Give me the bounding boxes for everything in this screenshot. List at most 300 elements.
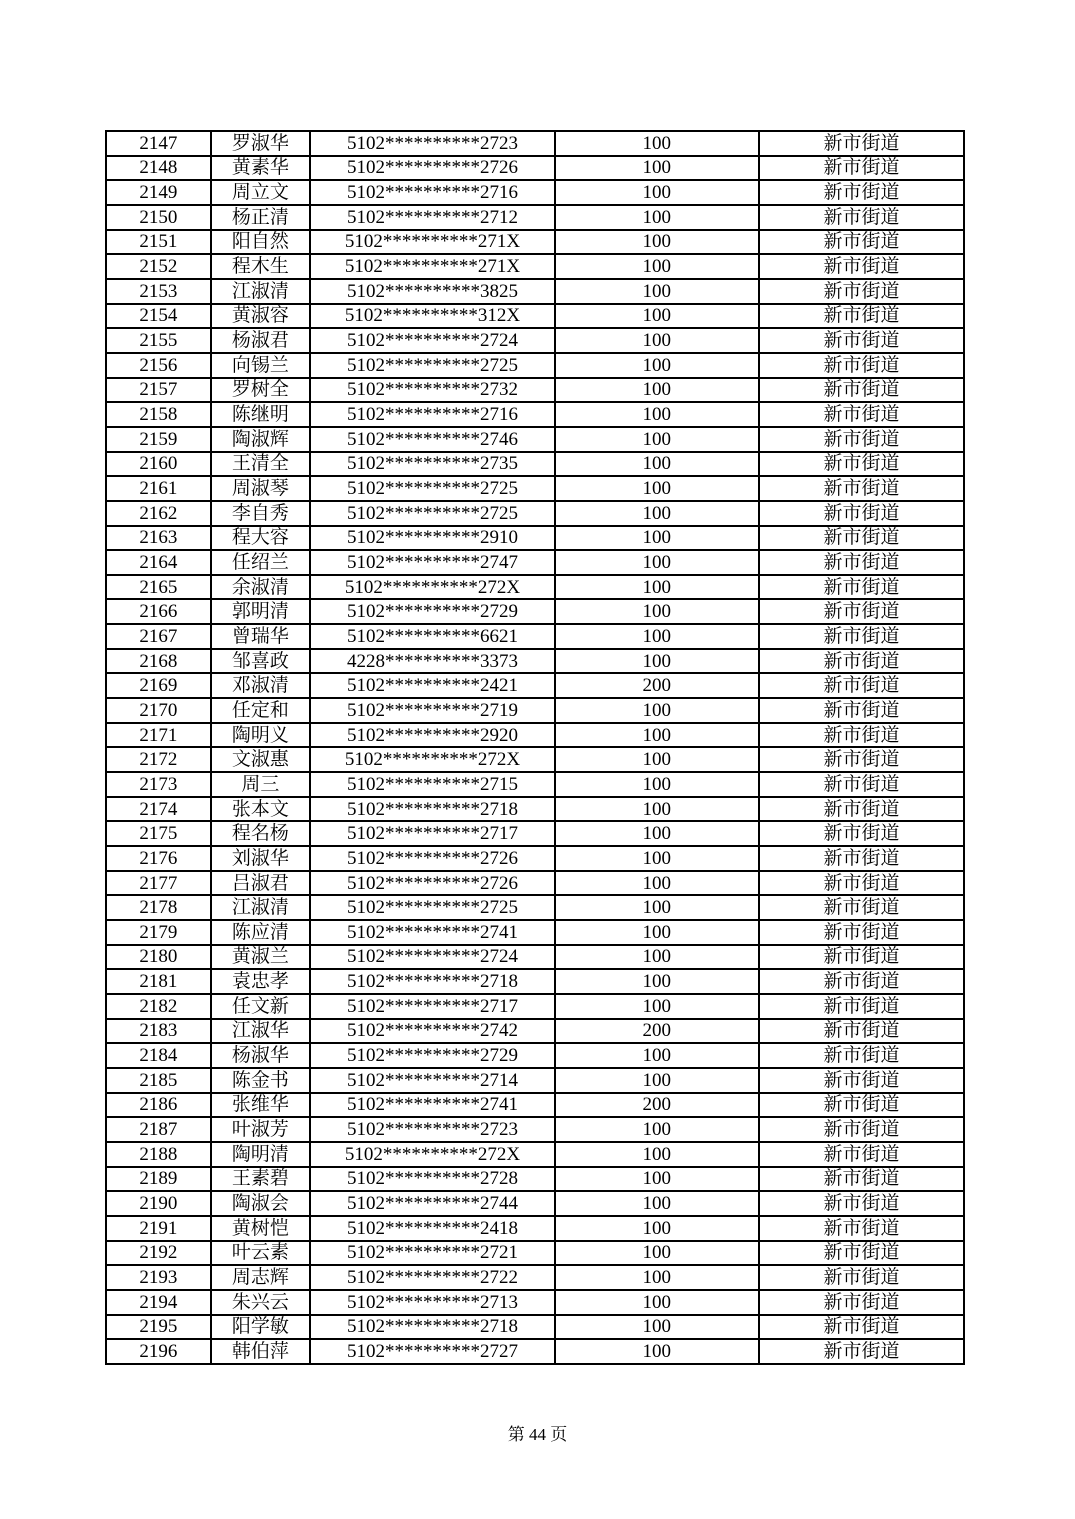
cell-name: 周立文 xyxy=(211,180,311,205)
cell-amount: 100 xyxy=(555,1068,759,1093)
cell-amount: 100 xyxy=(555,180,759,205)
cell-index: 2157 xyxy=(106,378,211,403)
cell-name: 刘淑华 xyxy=(211,846,311,871)
table-row xyxy=(106,1339,964,1364)
cell-district: 新市街道 xyxy=(759,821,964,846)
cell-amount: 200 xyxy=(555,1019,759,1044)
cell-name: 向锡兰 xyxy=(211,353,311,378)
cell-index: 2189 xyxy=(106,1167,211,1192)
cell-id-number: 5102**********2716 xyxy=(310,180,555,205)
cell-amount: 100 xyxy=(555,797,759,822)
cell-id-number: 5102**********2719 xyxy=(310,698,555,723)
cell-district: 新市街道 xyxy=(759,1142,964,1167)
table-row xyxy=(106,131,964,156)
cell-amount: 100 xyxy=(555,1265,759,1290)
cell-id-number: 5102**********2723 xyxy=(310,1117,555,1142)
cell-district: 新市街道 xyxy=(759,673,964,698)
cell-index: 2194 xyxy=(106,1290,211,1315)
cell-name: 江淑清 xyxy=(211,895,311,920)
cell-amount: 100 xyxy=(555,328,759,353)
cell-id-number: 5102**********2717 xyxy=(310,994,555,1019)
cell-name: 文淑惠 xyxy=(211,747,311,772)
cell-district: 新市街道 xyxy=(759,279,964,304)
cell-name: 黄淑兰 xyxy=(211,945,311,970)
cell-name: 陶淑辉 xyxy=(211,427,311,452)
cell-name: 任文新 xyxy=(211,994,311,1019)
table-row xyxy=(106,599,964,624)
cell-name: 任绍兰 xyxy=(211,550,311,575)
cell-district: 新市街道 xyxy=(759,969,964,994)
cell-name: 袁忠孝 xyxy=(211,969,311,994)
table-row xyxy=(106,1167,964,1192)
cell-index: 2165 xyxy=(106,575,211,600)
table-row xyxy=(106,550,964,575)
cell-name: 王素碧 xyxy=(211,1167,311,1192)
cell-district: 新市街道 xyxy=(759,1093,964,1118)
cell-id-number: 5102**********2724 xyxy=(310,945,555,970)
cell-district: 新市街道 xyxy=(759,427,964,452)
cell-district: 新市街道 xyxy=(759,205,964,230)
table-row xyxy=(106,1093,964,1118)
cell-amount: 100 xyxy=(555,378,759,403)
cell-name: 叶淑芳 xyxy=(211,1117,311,1142)
cell-id-number: 5102**********2421 xyxy=(310,673,555,698)
cell-amount: 100 xyxy=(555,969,759,994)
table-row xyxy=(106,673,964,698)
cell-index: 2174 xyxy=(106,797,211,822)
cell-name: 陶明清 xyxy=(211,1142,311,1167)
cell-amount: 100 xyxy=(555,1290,759,1315)
cell-index: 2192 xyxy=(106,1241,211,1266)
table-row xyxy=(106,969,964,994)
cell-amount: 100 xyxy=(555,1117,759,1142)
cell-district: 新市街道 xyxy=(759,1019,964,1044)
cell-amount: 100 xyxy=(555,821,759,846)
cell-id-number: 5102**********2727 xyxy=(310,1339,555,1364)
cell-index: 2156 xyxy=(106,353,211,378)
cell-id-number: 5102**********2724 xyxy=(310,328,555,353)
cell-district: 新市街道 xyxy=(759,452,964,477)
cell-district: 新市街道 xyxy=(759,1043,964,1068)
cell-id-number: 5102**********2718 xyxy=(310,969,555,994)
cell-id-number: 5102**********2910 xyxy=(310,526,555,551)
cell-name: 陶明义 xyxy=(211,723,311,748)
cell-index: 2178 xyxy=(106,895,211,920)
cell-district: 新市街道 xyxy=(759,772,964,797)
table-row xyxy=(106,1290,964,1315)
table-row xyxy=(106,624,964,649)
cell-name: 曾瑞华 xyxy=(211,624,311,649)
table-row xyxy=(106,747,964,772)
cell-name: 陈继明 xyxy=(211,402,311,427)
table-row xyxy=(106,1191,964,1216)
table-row xyxy=(106,994,964,1019)
cell-id-number: 5102**********2726 xyxy=(310,156,555,181)
cell-district: 新市街道 xyxy=(759,624,964,649)
cell-district: 新市街道 xyxy=(759,895,964,920)
cell-id-number: 5102**********2728 xyxy=(310,1167,555,1192)
table-row xyxy=(106,723,964,748)
cell-id-number: 5102**********2735 xyxy=(310,452,555,477)
cell-index: 2155 xyxy=(106,328,211,353)
cell-amount: 200 xyxy=(555,673,759,698)
cell-id-number: 5102**********2741 xyxy=(310,1093,555,1118)
cell-amount: 100 xyxy=(555,1167,759,1192)
cell-id-number: 5102**********271X xyxy=(310,230,555,255)
table-row xyxy=(106,920,964,945)
cell-id-number: 5102**********2712 xyxy=(310,205,555,230)
cell-district: 新市街道 xyxy=(759,575,964,600)
cell-amount: 100 xyxy=(555,846,759,871)
cell-index: 2162 xyxy=(106,501,211,526)
table-row xyxy=(106,1068,964,1093)
cell-amount: 100 xyxy=(555,230,759,255)
cell-amount: 100 xyxy=(555,427,759,452)
cell-amount: 100 xyxy=(555,205,759,230)
cell-id-number: 5102**********2721 xyxy=(310,1241,555,1266)
table-row xyxy=(106,476,964,501)
cell-id-number: 5102**********2717 xyxy=(310,821,555,846)
cell-amount: 100 xyxy=(555,1142,759,1167)
cell-district: 新市街道 xyxy=(759,550,964,575)
cell-district: 新市街道 xyxy=(759,1339,964,1364)
cell-district: 新市街道 xyxy=(759,131,964,156)
table-row xyxy=(106,895,964,920)
cell-district: 新市街道 xyxy=(759,304,964,329)
table-row xyxy=(106,378,964,403)
cell-name: 程大容 xyxy=(211,526,311,551)
cell-district: 新市街道 xyxy=(759,254,964,279)
table-row xyxy=(106,230,964,255)
cell-district: 新市街道 xyxy=(759,723,964,748)
cell-index: 2185 xyxy=(106,1068,211,1093)
cell-district: 新市街道 xyxy=(759,846,964,871)
cell-id-number: 5102**********2713 xyxy=(310,1290,555,1315)
table-row xyxy=(106,1019,964,1044)
cell-id-number: 5102**********2716 xyxy=(310,402,555,427)
table-row xyxy=(106,772,964,797)
cell-amount: 100 xyxy=(555,254,759,279)
table-row xyxy=(106,526,964,551)
cell-name: 陶淑会 xyxy=(211,1191,311,1216)
cell-name: 陈金书 xyxy=(211,1068,311,1093)
cell-amount: 100 xyxy=(555,649,759,674)
cell-index: 2171 xyxy=(106,723,211,748)
cell-name: 周淑琴 xyxy=(211,476,311,501)
cell-name: 张本文 xyxy=(211,797,311,822)
cell-id-number: 5102**********2723 xyxy=(310,131,555,156)
cell-amount: 100 xyxy=(555,304,759,329)
cell-amount: 100 xyxy=(555,131,759,156)
cell-id-number: 5102**********2725 xyxy=(310,353,555,378)
cell-district: 新市街道 xyxy=(759,1241,964,1266)
cell-name: 王清全 xyxy=(211,452,311,477)
cell-amount: 100 xyxy=(555,624,759,649)
table-row xyxy=(106,279,964,304)
cell-name: 黄树恺 xyxy=(211,1216,311,1241)
cell-index: 2172 xyxy=(106,747,211,772)
cell-name: 程名杨 xyxy=(211,821,311,846)
cell-amount: 100 xyxy=(555,723,759,748)
cell-id-number: 5102**********3825 xyxy=(310,279,555,304)
table-row xyxy=(106,821,964,846)
cell-amount: 100 xyxy=(555,402,759,427)
table-row xyxy=(106,1216,964,1241)
cell-district: 新市街道 xyxy=(759,599,964,624)
cell-index: 2177 xyxy=(106,871,211,896)
cell-district: 新市街道 xyxy=(759,1167,964,1192)
cell-id-number: 5102**********2718 xyxy=(310,1315,555,1340)
cell-district: 新市街道 xyxy=(759,1216,964,1241)
cell-id-number: 5102**********2718 xyxy=(310,797,555,822)
cell-index: 2150 xyxy=(106,205,211,230)
cell-id-number: 5102**********2746 xyxy=(310,427,555,452)
cell-district: 新市街道 xyxy=(759,526,964,551)
cell-id-number: 5102**********2726 xyxy=(310,846,555,871)
cell-amount: 100 xyxy=(555,772,759,797)
cell-district: 新市街道 xyxy=(759,698,964,723)
cell-id-number: 5102**********2732 xyxy=(310,378,555,403)
cell-amount: 200 xyxy=(555,1093,759,1118)
cell-index: 2151 xyxy=(106,230,211,255)
cell-amount: 100 xyxy=(555,1216,759,1241)
table-row xyxy=(106,205,964,230)
cell-amount: 100 xyxy=(555,156,759,181)
cell-index: 2160 xyxy=(106,452,211,477)
cell-id-number: 5102**********2742 xyxy=(310,1019,555,1044)
cell-name: 杨正清 xyxy=(211,205,311,230)
table-row xyxy=(106,254,964,279)
cell-district: 新市街道 xyxy=(759,649,964,674)
cell-index: 2170 xyxy=(106,698,211,723)
cell-district: 新市街道 xyxy=(759,328,964,353)
cell-index: 2167 xyxy=(106,624,211,649)
cell-amount: 100 xyxy=(555,895,759,920)
cell-district: 新市街道 xyxy=(759,871,964,896)
cell-index: 2179 xyxy=(106,920,211,945)
cell-district: 新市街道 xyxy=(759,476,964,501)
cell-id-number: 5102**********2726 xyxy=(310,871,555,896)
table-row xyxy=(106,871,964,896)
cell-index: 2153 xyxy=(106,279,211,304)
table-row xyxy=(106,1043,964,1068)
cell-amount: 100 xyxy=(555,945,759,970)
cell-name: 罗树全 xyxy=(211,378,311,403)
cell-amount: 100 xyxy=(555,575,759,600)
cell-id-number: 5102**********2741 xyxy=(310,920,555,945)
cell-index: 2191 xyxy=(106,1216,211,1241)
cell-amount: 100 xyxy=(555,698,759,723)
cell-amount: 100 xyxy=(555,1315,759,1340)
cell-index: 2169 xyxy=(106,673,211,698)
cell-index: 2175 xyxy=(106,821,211,846)
cell-id-number: 5102**********272X xyxy=(310,575,555,600)
cell-index: 2158 xyxy=(106,402,211,427)
beneficiary-table xyxy=(105,130,965,1365)
cell-index: 2173 xyxy=(106,772,211,797)
cell-index: 2176 xyxy=(106,846,211,871)
cell-name: 李自秀 xyxy=(211,501,311,526)
table-row xyxy=(106,649,964,674)
cell-amount: 100 xyxy=(555,1339,759,1364)
cell-district: 新市街道 xyxy=(759,1068,964,1093)
cell-name: 周三 xyxy=(211,772,311,797)
cell-name: 张维华 xyxy=(211,1093,311,1118)
cell-district: 新市街道 xyxy=(759,402,964,427)
cell-id-number: 5102**********2725 xyxy=(310,476,555,501)
cell-id-number: 5102**********272X xyxy=(310,747,555,772)
cell-index: 2196 xyxy=(106,1339,211,1364)
cell-amount: 100 xyxy=(555,1043,759,1068)
cell-id-number: 5102**********2729 xyxy=(310,599,555,624)
cell-index: 2183 xyxy=(106,1019,211,1044)
cell-index: 2152 xyxy=(106,254,211,279)
cell-index: 2182 xyxy=(106,994,211,1019)
table-row xyxy=(106,945,964,970)
cell-index: 2180 xyxy=(106,945,211,970)
cell-name: 韩伯萍 xyxy=(211,1339,311,1364)
cell-name: 江淑华 xyxy=(211,1019,311,1044)
table-row xyxy=(106,427,964,452)
cell-name: 阳学敏 xyxy=(211,1315,311,1340)
cell-name: 罗淑华 xyxy=(211,131,311,156)
cell-id-number: 5102**********2729 xyxy=(310,1043,555,1068)
cell-index: 2195 xyxy=(106,1315,211,1340)
cell-id-number: 5102**********2715 xyxy=(310,772,555,797)
cell-name: 朱兴云 xyxy=(211,1290,311,1315)
cell-district: 新市街道 xyxy=(759,994,964,1019)
cell-index: 2159 xyxy=(106,427,211,452)
cell-name: 郭明清 xyxy=(211,599,311,624)
table-row xyxy=(106,1265,964,1290)
cell-district: 新市街道 xyxy=(759,353,964,378)
table-row xyxy=(106,180,964,205)
cell-district: 新市街道 xyxy=(759,1191,964,1216)
cell-district: 新市街道 xyxy=(759,797,964,822)
table-row xyxy=(106,328,964,353)
cell-index: 2193 xyxy=(106,1265,211,1290)
table-row xyxy=(106,304,964,329)
cell-district: 新市街道 xyxy=(759,1265,964,1290)
cell-name: 任定和 xyxy=(211,698,311,723)
cell-district: 新市街道 xyxy=(759,180,964,205)
page-number-footer: 第 44 页 xyxy=(507,1425,568,1444)
cell-name: 杨淑华 xyxy=(211,1043,311,1068)
cell-name: 阳自然 xyxy=(211,230,311,255)
cell-index: 2168 xyxy=(106,649,211,674)
cell-district: 新市街道 xyxy=(759,156,964,181)
table-row xyxy=(106,1241,964,1266)
cell-id-number: 5102**********312X xyxy=(310,304,555,329)
cell-amount: 100 xyxy=(555,526,759,551)
cell-name: 江淑清 xyxy=(211,279,311,304)
cell-id-number: 4228**********3373 xyxy=(310,649,555,674)
cell-district: 新市街道 xyxy=(759,230,964,255)
cell-amount: 100 xyxy=(555,550,759,575)
cell-name: 邓淑清 xyxy=(211,673,311,698)
cell-district: 新市街道 xyxy=(759,1290,964,1315)
cell-name: 黄素华 xyxy=(211,156,311,181)
table-row xyxy=(106,797,964,822)
table-row xyxy=(106,1117,964,1142)
cell-amount: 100 xyxy=(555,747,759,772)
cell-district: 新市街道 xyxy=(759,1117,964,1142)
cell-index: 2184 xyxy=(106,1043,211,1068)
cell-name: 程木生 xyxy=(211,254,311,279)
cell-name: 陈应清 xyxy=(211,920,311,945)
cell-amount: 100 xyxy=(555,920,759,945)
cell-name: 周志辉 xyxy=(211,1265,311,1290)
cell-district: 新市街道 xyxy=(759,747,964,772)
table-row xyxy=(106,402,964,427)
cell-name: 余淑清 xyxy=(211,575,311,600)
table-row xyxy=(106,156,964,181)
table-row xyxy=(106,698,964,723)
cell-id-number: 5102**********2725 xyxy=(310,501,555,526)
cell-name: 吕淑君 xyxy=(211,871,311,896)
cell-id-number: 5102**********271X xyxy=(310,254,555,279)
table-row xyxy=(106,353,964,378)
table-body xyxy=(106,131,964,1364)
cell-amount: 100 xyxy=(555,501,759,526)
cell-index: 2187 xyxy=(106,1117,211,1142)
cell-name: 叶云素 xyxy=(211,1241,311,1266)
cell-id-number: 5102**********2714 xyxy=(310,1068,555,1093)
cell-index: 2164 xyxy=(106,550,211,575)
cell-district: 新市街道 xyxy=(759,1315,964,1340)
cell-id-number: 5102**********2725 xyxy=(310,895,555,920)
cell-amount: 100 xyxy=(555,452,759,477)
cell-district: 新市街道 xyxy=(759,501,964,526)
cell-id-number: 5102**********2744 xyxy=(310,1191,555,1216)
table-row xyxy=(106,501,964,526)
cell-amount: 100 xyxy=(555,1241,759,1266)
cell-id-number: 5102**********6621 xyxy=(310,624,555,649)
cell-amount: 100 xyxy=(555,476,759,501)
cell-index: 2154 xyxy=(106,304,211,329)
cell-district: 新市街道 xyxy=(759,920,964,945)
cell-index: 2149 xyxy=(106,180,211,205)
cell-index: 2163 xyxy=(106,526,211,551)
cell-id-number: 5102**********2418 xyxy=(310,1216,555,1241)
table-row xyxy=(106,846,964,871)
table-row xyxy=(106,575,964,600)
table-row xyxy=(106,452,964,477)
cell-amount: 100 xyxy=(555,353,759,378)
cell-district: 新市街道 xyxy=(759,378,964,403)
cell-index: 2148 xyxy=(106,156,211,181)
cell-index: 2186 xyxy=(106,1093,211,1118)
cell-id-number: 5102**********272X xyxy=(310,1142,555,1167)
cell-index: 2190 xyxy=(106,1191,211,1216)
cell-amount: 100 xyxy=(555,599,759,624)
cell-index: 2161 xyxy=(106,476,211,501)
cell-district: 新市街道 xyxy=(759,945,964,970)
cell-id-number: 5102**********2920 xyxy=(310,723,555,748)
cell-id-number: 5102**********2722 xyxy=(310,1265,555,1290)
cell-name: 邹喜政 xyxy=(211,649,311,674)
cell-index: 2181 xyxy=(106,969,211,994)
cell-id-number: 5102**********2747 xyxy=(310,550,555,575)
cell-index: 2147 xyxy=(106,131,211,156)
cell-index: 2188 xyxy=(106,1142,211,1167)
cell-amount: 100 xyxy=(555,1191,759,1216)
table-row xyxy=(106,1315,964,1340)
cell-amount: 100 xyxy=(555,994,759,1019)
cell-amount: 100 xyxy=(555,871,759,896)
cell-name: 黄淑容 xyxy=(211,304,311,329)
table-row xyxy=(106,1142,964,1167)
